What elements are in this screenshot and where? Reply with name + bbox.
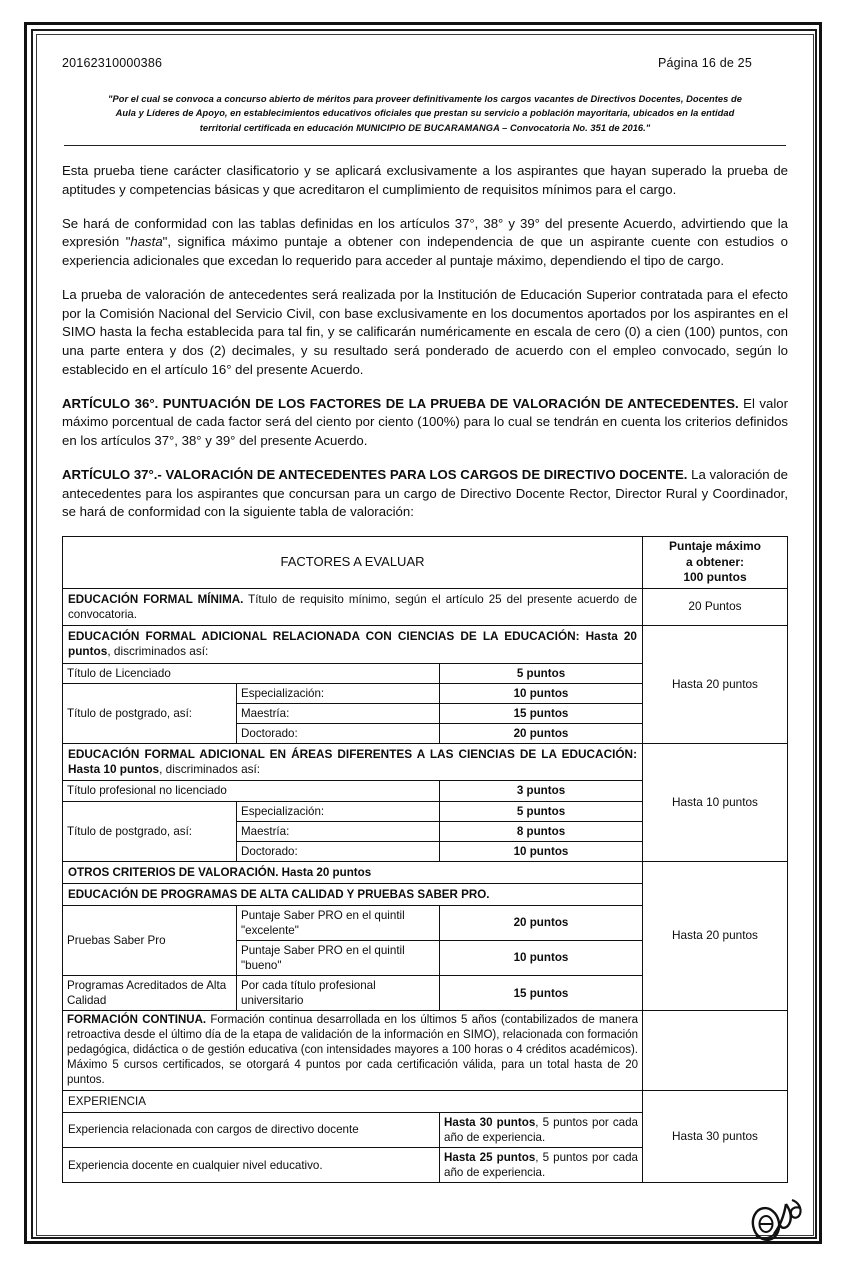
label-experiencia-directivo-docente: Experiencia relacionada con cargos de directivo docente: [63, 1112, 440, 1147]
pts-maestria-otras-areas: 8 puntos: [440, 821, 643, 841]
text-experiencia-directivo: , 5 puntos por cada año de experiencia.: [444, 1115, 638, 1144]
label-titulo-licenciado: Título de Licenciado: [63, 663, 440, 683]
pts-especializacion-educacion: 10 puntos: [440, 683, 643, 703]
articulo-37-body: La valoración de antecedentes para los aspirantes que concursan para un cargo de Directivo Docente Rector, Director Rural y Coordinador, se hará de conformidad con la siguiente tabla de valoración:: [62, 466, 788, 520]
max-seccion1: Hasta 20 puntos: [643, 625, 788, 743]
radicado-number: 20162310000386: [62, 56, 163, 70]
pts-titulo-profesional-no-licenciado: 3 puntos: [440, 781, 643, 801]
label-titulo-postgrado-educacion: Título de postgrado, así:: [63, 683, 237, 743]
page-number: Página 16 de 25: [657, 56, 752, 70]
header-puntaje-line2: a obtener:: [685, 554, 744, 569]
max-seccion2: Hasta 10 puntos: [643, 743, 788, 861]
label-pruebas-saber-pro: Pruebas Saber Pro: [63, 905, 237, 975]
pts-especializacion-otras-areas: 5 puntos: [440, 801, 643, 821]
document-header: [62, 56, 788, 70]
sub-especializacion-educacion: Especialización:: [237, 683, 440, 703]
label-otros-criterios-valoracion: OTROS CRITERIOS DE VALORACIÓN. Hasta 20 puntos: [63, 861, 643, 883]
row-seccion2-titulo: [63, 743, 788, 781]
p2-part-a: Se hará de conformidad con las tablas definidas en los artículos 37°, 38° y 39° del presente Acuerdo, advirtiendo que la expresión ": [62, 215, 788, 250]
articulo-37-title: ARTÍCULO 37°.- VALORACIÓN DE ANTECEDENTES PARA LOS CARGOS DE DIRECTIVO DOCENTE.: [62, 466, 688, 482]
row-formacion-continua: [63, 1011, 788, 1091]
articulo-37: [62, 466, 788, 522]
label-seccion2-bold: EDUCACIÓN FORMAL ADICIONAL EN ÁREAS DIFERENTES A LAS CIENCIAS DE LA EDUCACIÓN: Hasta 10 puntos: [68, 746, 637, 777]
pts-doctorado-educacion: 20 puntos: [440, 723, 643, 743]
row-experiencia-titulo: [63, 1090, 788, 1112]
header-puntaje-maximo: [643, 536, 788, 588]
max-otros-criterios: Hasta 20 puntos: [643, 861, 788, 1011]
cell-seccion1-titulo: [63, 625, 643, 663]
articulo-36-title: ARTÍCULO 36°. PUNTUACIÓN DE LOS FACTORES DE LA PRUEBA DE VALORACIÓN DE ANTECEDENTES.: [62, 395, 739, 411]
text-experiencia-docente: , 5 puntos por cada año de experiencia.: [444, 1151, 638, 1180]
row-educacion-formal-minima: [63, 588, 788, 625]
sub-maestria-educacion: Maestría:: [237, 703, 440, 723]
label-titulo-profesional-no-licenciado: Título profesional no licenciado: [63, 781, 440, 801]
cell-educacion-formal-minima: [63, 588, 643, 625]
label-seccion2-norm: , discriminados así:: [159, 762, 261, 777]
row-seccion1-titulo: [63, 625, 788, 663]
convocatoria-epigraph: "Por el cual se convoca a concurso abierto de méritos para proveer definitivamente los cargos vacantes de Directivos Docentes, Docentes de Aula y Líderes de Apoyo, en establecimientos educativos oficiales que prestan su servicio a población mayoritaria, ubicados en la entidad territorial certificada en educación MUNICIPIO DE BUCARAMANGA – Convocatoria No. 351 de 2016.": [108, 94, 742, 133]
articulo-36-body: El valor máximo porcentual de cada factor será del ciento por ciento (100%) para lo cual se tendrán en cuenta los criterios definidos en los artículos 37°, 38° y 39° del presente Acuerdo.: [62, 395, 789, 449]
header-factores-a-evaluar: FACTORES A EVALUAR: [63, 536, 643, 588]
label-programas-acreditados-alta-calidad: Programas Acreditados de Alta Calidad: [63, 976, 237, 1011]
label-seccion1-norm: , discriminados así:: [107, 644, 209, 659]
header-puntaje-line3: 100 puntos: [683, 570, 747, 585]
header-divider-rule: [64, 145, 786, 146]
pts-titulo-licenciado: 5 puntos: [440, 663, 643, 683]
label-educacion-formal-minima: EDUCACIÓN FORMAL MÍNIMA.: [68, 592, 244, 606]
label-seccion1-bold: EDUCACIÓN FORMAL ADICIONAL RELACIONADA CON CIENCIAS DE LA EDUCACIÓN: Hasta 20 puntos: [68, 628, 637, 659]
cell-experiencia-directivo-puntos: [440, 1112, 643, 1147]
cell-formacion-continua: [63, 1011, 643, 1091]
label-formacion-continua: FORMACIÓN CONTINUA.: [67, 1014, 207, 1027]
row-otros-criterios: [63, 861, 788, 883]
paragraph-clasificatorio: Esta prueba tiene carácter clasificatorio y se aplicará exclusivamente a los aspirantes que hayan superado la prueba de aptitudes y competencias básicas y que acreditaron el cumplimiento de requisitos mínimos para el cargo.: [62, 163, 788, 197]
sub-saber-pro-excelente: Puntaje Saber PRO en el quintil "excelente": [237, 905, 440, 940]
pts-saber-pro-excelente: 20 puntos: [440, 905, 643, 940]
max-formacion-continua-empty: [643, 1011, 788, 1091]
label-experiencia-docente-cualquier-nivel: Experiencia docente en cualquier nivel educativo.: [63, 1148, 440, 1183]
text-educacion-formal-minima: Título de requisito mínimo, según el artículo 25 del presente acuerdo de convocatoria.: [68, 592, 638, 621]
label-experiencia: EXPERIENCIA: [63, 1090, 643, 1112]
tabla-factores-a-evaluar: [62, 536, 788, 1183]
sub-saber-pro-bueno: Puntaje Saber PRO en el quintil "bueno": [237, 940, 440, 975]
pts-maestria-educacion: 15 puntos: [440, 703, 643, 723]
pts-experiencia-directivo: Hasta 30 puntos: [444, 1115, 536, 1129]
sub-por-cada-titulo-universitario: Por cada título profesional universitario: [237, 976, 440, 1011]
p2-part-b: ", significa máximo puntaje a obtener con independencia de que un aspirante cuente con estudios o experiencia adicionales que excedan lo requerido para acceder al puntaje máximo, dependiendo el tipo de cargo.: [62, 234, 788, 269]
label-programas-alta-calidad-saber-pro: EDUCACIÓN DE PROGRAMAS DE ALTA CALIDAD Y PRUEBAS SABER PRO.: [63, 883, 643, 905]
sub-especializacion-otras-areas: Especialización:: [237, 801, 440, 821]
cell-seccion2-titulo: [63, 743, 643, 781]
p2-emphasis-hasta: hasta: [130, 234, 163, 250]
paragraph-tablas-articulos: [62, 215, 788, 271]
max-experiencia: Hasta 30 puntos: [643, 1090, 788, 1182]
paragraph-valoracion-antecedentes: La prueba de valoración de antecedentes será realizada por la Institución de Educación Superior contratada para el efecto por la Comisión Nacional del Servicio Civil, con base exclusivamente en los documentos aportados por los aspirantes en el SIMO hasta la fecha establecida para tal fin, y se calificarán numéricamente en escala de cero (0) a cien (100) puntos, con una parte entera y dos (2) decimales, y su resultado será ponderado de acuerdo con el empleo convocado, según lo establecido en el artículo 16° del presente Acuerdo.: [62, 286, 788, 377]
document-page: [40, 38, 810, 1232]
cell-experiencia-docente-puntos: [440, 1148, 643, 1183]
sub-doctorado-otras-areas: Doctorado:: [237, 841, 440, 861]
table-header-row: [63, 536, 788, 588]
pts-saber-pro-bueno: 10 puntos: [440, 940, 643, 975]
header-puntaje-line1: Puntaje máximo: [668, 538, 762, 553]
sub-maestria-otras-areas: Maestría:: [237, 821, 440, 841]
label-titulo-postgrado-otras-areas: Título de postgrado, así:: [63, 801, 237, 861]
sub-doctorado-educacion: Doctorado:: [237, 723, 440, 743]
max-educacion-formal-minima: 20 Puntos: [643, 588, 788, 625]
pts-programas-acreditados: 15 puntos: [440, 976, 643, 1011]
articulo-36: [62, 395, 788, 451]
pts-experiencia-docente: Hasta 25 puntos: [444, 1151, 536, 1165]
pts-doctorado-otras-areas: 10 puntos: [440, 841, 643, 861]
text-formacion-continua: Formación continua desarrollada en los últimos 5 años (contabilizados de manera retroactiva desde el último día de la etapa de validación de la información en SIMO), relacionada con formación pedagógica, didáctica o de gestión educativa (con intensidades mayores a 100 horas o 4 créditos académicos). Máximo 5 cursos certificados, se otorgará 4 puntos por cada certificación válida, para un total hasta de 20 puntos.: [67, 1014, 638, 1086]
